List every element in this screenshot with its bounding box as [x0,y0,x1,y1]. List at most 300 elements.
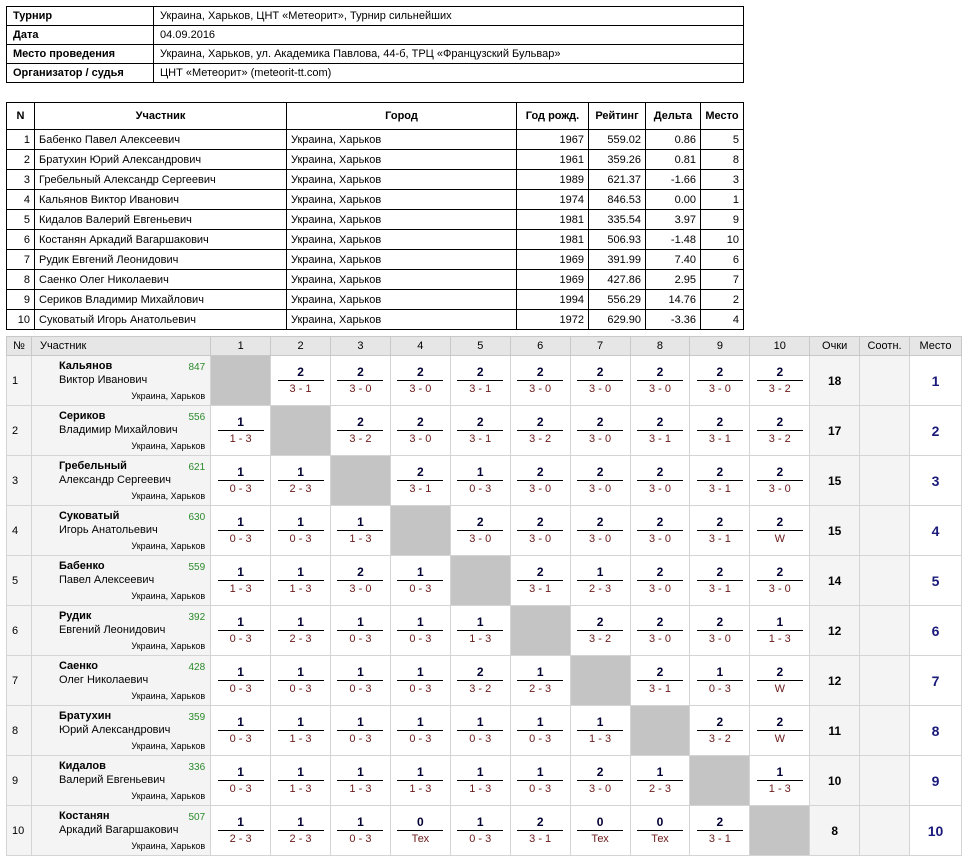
result-score: 1 - 3 [349,783,372,795]
result-divider [397,580,443,581]
info-row [7,64,744,83]
cross-place: 7 [909,656,961,706]
result-points: 1 [297,765,304,779]
participant-first-name: Александр Сергеевич [58,474,171,486]
result-points: 1 [476,765,484,779]
result-score: 0 - 3 [349,633,372,645]
result-cell [390,456,450,506]
participant-rating: 392 [188,612,206,623]
result-points: 2 [596,415,604,429]
result-cell [211,406,271,456]
result-cell [211,756,271,806]
result-points: 2 [776,465,784,479]
participant-last-name: Бабенко [58,560,105,572]
result-score: 3 - 0 [529,533,552,545]
participant-city: Украина, Харьков [287,270,517,290]
result-points: 2 [536,815,544,829]
result-divider [397,630,443,631]
participant-n: 1 [7,130,35,150]
result-cell [750,706,810,756]
participant-row [7,250,744,270]
result-cell [630,556,690,606]
cross-points: 14 [810,556,860,606]
participant-name: Братухин Юрий Александрович [35,150,287,170]
cross-points: 11 [810,706,860,756]
result-points: 0 [656,815,664,829]
result-points: 2 [656,465,664,479]
result-points: 1 [357,665,364,679]
result-score: 1 - 3 [289,733,312,745]
cross-ratio [860,606,910,656]
result-cell [630,656,690,706]
result-score: 1 - 3 [229,433,252,445]
result-points: 2 [656,565,664,579]
result-cell [390,806,450,856]
result-divider [337,630,383,631]
result-cell [750,606,810,656]
self-cell [271,406,331,456]
cross-header-col: 10 [750,337,810,356]
result-points: 2 [776,565,784,579]
result-score: 3 - 0 [708,633,731,645]
result-divider [278,680,324,681]
result-score: 3 - 1 [708,483,731,495]
cross-participant [31,406,210,456]
result-divider [757,480,803,481]
cross-ratio [860,756,910,806]
cross-ratio [860,806,910,856]
result-score: 0 - 3 [529,783,552,795]
info-label: Организатор / судья [7,64,154,83]
result-points: 2 [716,515,724,529]
result-points: 2 [776,665,784,679]
result-divider [278,530,324,531]
participant-n: 2 [7,150,35,170]
participant-n: 8 [7,270,35,290]
result-cell [630,456,690,506]
header-place: Место [701,103,744,130]
result-score: 1 - 3 [349,533,372,545]
result-cell [630,756,690,806]
result-score: 0 - 3 [229,483,252,495]
result-score: 0 - 3 [229,783,252,795]
result-score: 2 - 3 [648,783,671,795]
participant-year: 1969 [517,270,589,290]
result-score: 3 - 0 [589,433,612,445]
cross-ratio [860,356,910,406]
result-points: 2 [536,565,544,579]
result-cell [690,806,750,856]
result-points: 1 [417,565,424,579]
result-points: 1 [656,765,664,779]
result-score: 3 - 1 [289,383,312,395]
result-cell [390,556,450,606]
participant-row [7,150,744,170]
result-divider [577,580,623,581]
participant-rating: 391.99 [589,250,646,270]
result-cell [690,556,750,606]
cross-num: 2 [7,406,32,456]
result-divider [697,530,743,531]
result-divider [397,780,443,781]
result-points: 2 [596,515,604,529]
result-cell [450,756,510,806]
result-cell [750,456,810,506]
participant-row [7,230,744,250]
result-divider [457,730,503,731]
result-score: 3 - 1 [708,583,731,595]
result-cell [390,756,450,806]
result-score: 2 - 3 [289,833,312,845]
result-points: 1 [357,815,364,829]
result-cell [330,556,390,606]
participant-rating: 621.37 [589,170,646,190]
result-cell [750,506,810,556]
participant-name: Суковатый Игорь Анатольевич [35,310,287,330]
result-cell [211,706,271,756]
result-score: 0 - 3 [229,633,252,645]
result-cell [450,656,510,706]
result-divider [637,530,683,531]
result-divider [218,830,264,831]
result-divider [337,530,383,531]
result-divider [457,680,503,681]
cross-points: 17 [810,406,860,456]
result-points: 1 [417,615,424,629]
cross-header-col: 4 [390,337,450,356]
result-divider [457,380,503,381]
result-points: 1 [297,565,304,579]
cross-num: 3 [7,456,32,506]
result-score: 3 - 0 [589,483,612,495]
participant-rating: 506.93 [589,230,646,250]
result-points: 0 [417,815,424,829]
participant-city: Украина, Харьков [287,310,517,330]
result-score: Тех [411,833,430,845]
result-divider [757,680,803,681]
result-divider [457,830,503,831]
result-divider [757,730,803,731]
result-cell [271,456,331,506]
self-cell [450,556,510,606]
participant-year: 1969 [517,250,589,270]
result-divider [637,480,683,481]
result-divider [337,380,383,381]
result-points: 2 [596,365,604,379]
result-cell [271,356,331,406]
result-points: 2 [776,415,784,429]
self-cell [570,656,630,706]
cross-row [7,556,962,606]
participant-last-name: Сериков [58,410,106,422]
cross-place: 5 [909,556,961,606]
participant-n: 7 [7,250,35,270]
result-score: 3 - 0 [409,433,432,445]
participant-delta: -3.36 [646,310,701,330]
participant-delta: 0.81 [646,150,701,170]
result-score: 0 - 3 [289,533,312,545]
self-cell [630,706,690,756]
cross-participant [31,506,210,556]
participant-year: 1972 [517,310,589,330]
result-score: 3 - 2 [589,633,612,645]
participant-place: 1 [701,190,744,210]
result-cell [390,406,450,456]
result-score: 0 - 3 [409,583,432,595]
result-cell [450,606,510,656]
cross-header-col: 2 [271,337,331,356]
info-label: Турнир [7,7,154,26]
result-divider [757,780,803,781]
result-score: 3 - 0 [529,483,552,495]
result-score: 0 - 3 [708,683,731,695]
cross-header-col: 1 [211,337,271,356]
result-divider [517,680,563,681]
result-score: 3 - 0 [768,483,791,495]
result-points: 2 [536,365,544,379]
result-divider [457,780,503,781]
result-score: 1 - 3 [589,733,612,745]
cross-ratio [860,406,910,456]
participant-rating: 556 [188,412,206,423]
cross-table [6,336,962,856]
participant-city: Украина, Харьков [131,441,206,451]
result-cell [690,606,750,656]
result-points: 1 [357,765,364,779]
result-cell [271,756,331,806]
result-cell [450,406,510,456]
result-score: 0 - 3 [349,833,372,845]
participant-rating: 335.54 [589,210,646,230]
participant-year: 1981 [517,210,589,230]
result-score: 3 - 0 [648,533,671,545]
result-score: 2 - 3 [589,583,612,595]
result-points: 1 [237,665,244,679]
result-score: 2 - 3 [229,833,252,845]
participant-row [7,130,744,150]
result-points: 1 [417,665,424,679]
cross-participant [31,556,210,606]
result-points: 2 [656,365,664,379]
result-score: Тех [591,833,609,845]
participant-city: Украина, Харьков [287,250,517,270]
result-cell [750,356,810,406]
result-cell [450,456,510,506]
participant-place: 8 [701,150,744,170]
result-points: 2 [716,415,724,429]
participant-place: 3 [701,170,744,190]
participant-last-name: Костанян [58,810,110,822]
result-points: 2 [536,415,544,429]
info-row [7,26,744,45]
result-cell [211,506,271,556]
participant-row [7,290,744,310]
participant-first-name: Владимир Михайлович [58,424,178,436]
result-cell [271,556,331,606]
participant-city: Украина, Харьков [131,641,206,651]
cross-header-points: Очки [810,337,860,356]
cross-participant [31,456,210,506]
result-score: 0 - 3 [229,733,252,745]
result-cell [630,506,690,556]
result-divider [278,630,324,631]
participant-city: Украина, Харьков [131,541,206,551]
result-divider [218,430,264,431]
header-rating: Рейтинг [589,103,646,130]
participant-city: Украина, Харьков [131,491,206,501]
cross-place: 6 [909,606,961,656]
cross-place: 9 [909,756,961,806]
result-cell [570,806,630,856]
result-divider [218,680,264,681]
participant-place: 4 [701,310,744,330]
result-cell [750,656,810,706]
result-points: 2 [776,515,784,529]
result-cell [330,756,390,806]
result-points: 1 [476,465,484,479]
result-divider [757,630,803,631]
participant-last-name: Рудик [58,610,92,622]
participant-delta: 14.76 [646,290,701,310]
tournament-info-table [6,6,744,83]
participant-rating: 359.26 [589,150,646,170]
result-points: 1 [237,715,244,729]
result-cell [630,606,690,656]
result-score: 1 - 3 [289,583,312,595]
info-label: Место проведения [7,45,154,64]
result-points: 1 [536,765,544,779]
header-participant: Участник [35,103,287,130]
participant-name: Кальянов Виктор Иванович [35,190,287,210]
result-points: 2 [536,515,544,529]
participant-city: Украина, Харьков [131,791,206,801]
result-score: 0 - 3 [289,683,312,695]
result-points: 2 [417,415,424,429]
result-cell [750,756,810,806]
result-cell [510,506,570,556]
result-score: 3 - 2 [469,683,492,695]
cross-num: 4 [7,506,32,556]
result-score: 3 - 1 [469,383,492,395]
info-value: 04.09.2016 [154,26,744,45]
participant-rating: 359 [188,712,206,723]
result-divider [278,780,324,781]
result-cell [570,456,630,506]
result-score: 3 - 2 [349,433,372,445]
result-divider [577,730,623,731]
result-points: 1 [357,515,364,529]
header-city: Город [287,103,517,130]
participant-city: Украина, Харьков [287,190,517,210]
result-points: 1 [237,615,244,629]
cross-place: 4 [909,506,961,556]
result-score: 3 - 1 [648,683,671,695]
result-score: 3 - 1 [708,833,731,845]
self-cell [390,506,450,556]
result-cell [690,706,750,756]
result-divider [457,430,503,431]
cross-header-col: 6 [510,337,570,356]
participant-rating: 507 [188,812,206,823]
result-divider [697,580,743,581]
header-n: N [7,103,35,130]
participant-city: Украина, Харьков [287,170,517,190]
result-divider [218,630,264,631]
result-points: 2 [357,565,364,579]
cross-place: 2 [909,406,961,456]
result-cell [510,556,570,606]
result-cell [450,506,510,556]
cross-row [7,356,962,406]
result-cell [271,656,331,706]
result-cell [211,556,271,606]
participant-row [7,270,744,290]
result-points: 2 [417,365,424,379]
participant-row [7,190,744,210]
self-cell [330,456,390,506]
result-score: 3 - 1 [708,533,731,545]
result-cell [330,706,390,756]
participant-last-name: Кидалов [58,760,106,772]
cross-participant [31,706,210,756]
participant-delta: 0.00 [646,190,701,210]
result-cell [750,406,810,456]
result-score: 3 - 0 [648,583,671,595]
result-points: 2 [417,465,424,479]
cross-ratio [860,456,910,506]
participant-delta: 3.97 [646,210,701,230]
result-cell [570,356,630,406]
result-divider [337,780,383,781]
result-divider [637,430,683,431]
result-points: 1 [596,565,604,579]
result-points: 1 [297,515,304,529]
result-score: 0 - 3 [409,733,432,745]
result-divider [278,380,324,381]
result-divider [517,430,563,431]
participant-city: Украина, Харьков [287,130,517,150]
result-cell [510,756,570,806]
cross-header-col: 8 [630,337,690,356]
cross-points: 10 [810,756,860,806]
cross-header-participant: Участник [31,337,210,356]
result-divider [697,630,743,631]
result-divider [577,480,623,481]
result-divider [457,630,503,631]
result-points: 1 [417,765,424,779]
result-score: 3 - 2 [768,383,791,395]
result-score: 3 - 0 [589,383,612,395]
self-cell [690,756,750,806]
result-score: 3 - 1 [529,833,552,845]
cross-place: 10 [909,806,961,856]
result-cell [630,406,690,456]
result-divider [697,430,743,431]
result-points: 2 [297,365,304,379]
result-points: 1 [776,615,784,629]
participant-rating: 428 [188,662,206,673]
participant-rating: 556.29 [589,290,646,310]
cross-participant [31,606,210,656]
cross-num: 9 [7,756,32,806]
cross-header-col: 9 [690,337,750,356]
result-divider [337,730,383,731]
result-divider [697,830,743,831]
participant-first-name: Павел Алексеевич [58,574,155,586]
participant-n: 6 [7,230,35,250]
result-divider [397,680,443,681]
result-divider [577,530,623,531]
